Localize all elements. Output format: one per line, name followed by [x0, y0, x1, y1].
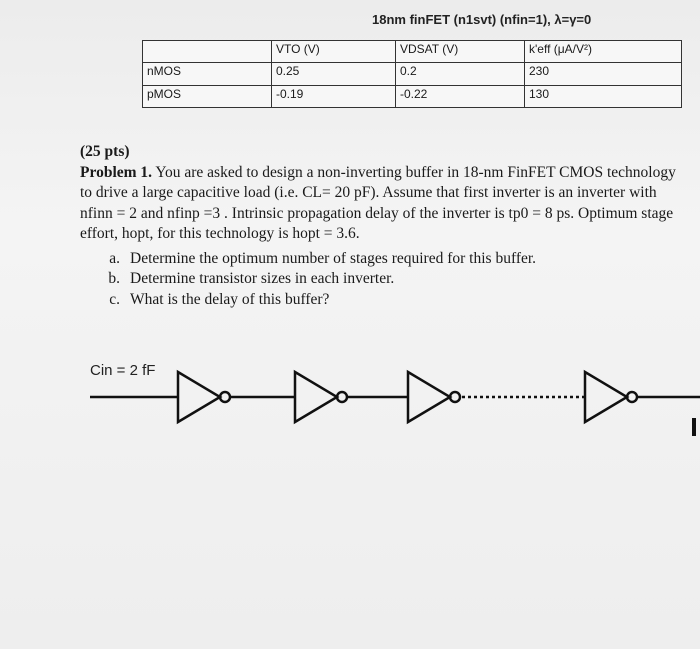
- points-label: (25 pts): [80, 143, 130, 160]
- problem-statement: [80, 163, 680, 245]
- nmos-vto: 0.25: [272, 63, 396, 85]
- problem-parts: [102, 249, 680, 311]
- nmos-keff: 230: [525, 63, 682, 85]
- problem-heading: Problem 1.: [80, 163, 153, 181]
- part-marker: a.: [109, 249, 120, 267]
- table-header-row: [143, 41, 682, 63]
- table-header-vdsat: VDSAT (V): [396, 41, 525, 63]
- inverter-n: [585, 372, 627, 422]
- table-header-blank: [143, 41, 272, 63]
- pmos-vdsat: -0.22: [396, 85, 525, 107]
- inverter-chain-diagram: [0, 350, 700, 430]
- problem-text: You are asked to design a non-inverting buffer in 18-nm FinFET CMOS technology to drive a large capacitive load (i.e. CL= 20 pF). Assume that first inverter is an inverter with nfinn = 2 and nfinp =3 . Intrinsic propagation delay of the inverter is tp0 = 8 ps. Optimum stage effort, hopt, for this technology is hopt = 3.6.: [80, 163, 676, 242]
- pmos-vto: -0.19: [272, 85, 396, 107]
- pmos-keff: 130: [525, 85, 682, 107]
- table-title: 18nm finFET (n1svt) (nfin=1), λ=γ=0: [372, 12, 592, 27]
- parameter-table: [142, 40, 682, 108]
- part-marker: b.: [108, 270, 120, 287]
- table-header-keff: k'eff (μA/V²): [525, 41, 682, 63]
- inverter-3: [408, 372, 450, 422]
- cin-label: Cin = 2 fF: [90, 362, 156, 379]
- list-item: [102, 249, 680, 270]
- part-text: What is the delay of this buffer?: [130, 290, 330, 308]
- list-item: [102, 290, 680, 311]
- row-label-pmos: pMOS: [143, 85, 272, 107]
- part-marker: c.: [109, 290, 120, 308]
- part-text: Determine the optimum number of stages required for this buffer.: [130, 249, 537, 267]
- inverter-2: [295, 372, 337, 422]
- problem-block: [80, 142, 680, 310]
- nmos-vdsat: 0.2: [396, 63, 525, 85]
- table-header-vto: VTO (V): [272, 41, 396, 63]
- part-text: Determine transistor sizes in each inverter.: [130, 270, 395, 287]
- edge-mark: [692, 418, 696, 436]
- inverter-1: [178, 372, 220, 422]
- table-row: [143, 85, 682, 107]
- list-item: [102, 269, 680, 290]
- table-row: [143, 63, 682, 85]
- row-label-nmos: nMOS: [143, 63, 272, 85]
